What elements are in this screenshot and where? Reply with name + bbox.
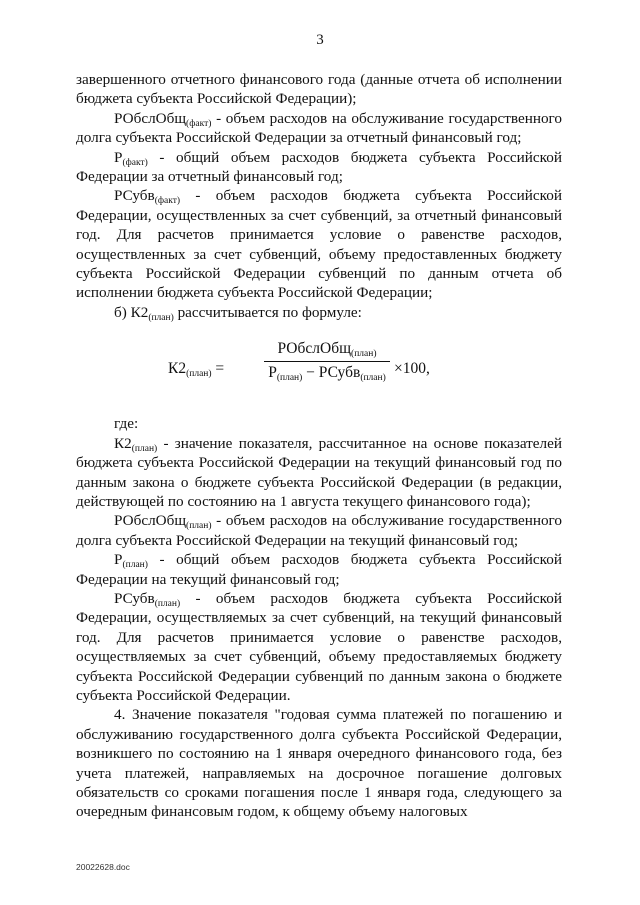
definition-text: - объем расходов на обслуживание государственного долга субъекта Российской Федерации за отчетный финансовый год; [76, 109, 562, 147]
term: Р [114, 551, 123, 569]
denominator-subscript-a: (план) [276, 372, 303, 383]
denominator-symbol-b: РСубв [318, 363, 361, 381]
term-subscript: (факт) [186, 118, 212, 129]
term-subscript: (план) [131, 443, 158, 454]
section-4-paragraph: 4. Значение показателя "годовая сумма платежей по погашению и обслуживанию государственного долга субъекта Российской Федерации, возникшего по состоянию на 1 января очередного финансового года, без учета платежей, направляемых на досрочное погашение долговых обязательств со сроками погашения после 1 января года, следующего за очередным финансовым годом, к общему объему налоговых [76, 706, 562, 821]
formula-lhs [168, 359, 224, 378]
formula-multiplier: ×100, [394, 360, 430, 378]
definition-text: - значение показателя, рассчитанное на основе показателей бюджета субъекта Российской Федерации на текущий финансовый год по данным закона о бюджете субъекта Российской Федерации (в редакции, действующей по состоянию на 1 августа текущего финансового года); [76, 434, 562, 510]
numerator-symbol: РОбслОбщ [277, 340, 352, 358]
item-prefix: б) К2 [114, 303, 149, 321]
definition-text: - объем расходов на обслуживание государственного долга субъекта Российской Федерации на текущий финансовый год; [76, 512, 562, 549]
formula-denominator [264, 362, 390, 382]
denominator-subscript-b: (план) [360, 372, 386, 383]
term-subscript: (факт) [122, 157, 148, 168]
definition-r-plan [76, 550, 562, 589]
term: РОбслОбщ [114, 109, 187, 127]
term-subscript: (план) [154, 598, 181, 609]
where-label: где: [114, 415, 139, 433]
definition-text: - общий объем расходов бюджета субъекта Российской Федерации на текущий финансовый год; [76, 551, 562, 588]
definition-robsl-plan [76, 511, 562, 550]
formula-fraction [264, 339, 390, 382]
term: РСубв [114, 187, 155, 205]
definition-k2-plan [76, 434, 562, 512]
footer-filename: 20022628.doc [76, 862, 130, 872]
paragraph-continuation: завершенного отчетного финансового года (данные отчета об исполнении бюджета субъекта Российской Федерации); [76, 71, 562, 108]
term: РОбслОбщ [114, 512, 187, 530]
definition-text: - общий объем расходов бюджета субъекта Российской Федерации за отчетный финансовый год; [76, 148, 562, 186]
formula-lhs-subscript: (план) [186, 369, 212, 380]
term-subscript: (план) [186, 521, 212, 532]
term-subscript: (факт) [154, 196, 181, 207]
definition-text: - объем расходов бюджета субъекта Российской Федерации, осуществляемых за счет субвенций, на текущий финансовый год. Для расчетов принимается условие о равенстве расходов, осуществляемых за счет субвенций, объему предоставляемых бюджету субъекта Российской Федерации субвенций по данным закона о бюджете субъекта Российской Федерации. [76, 589, 562, 704]
document-body [76, 70, 562, 822]
definition-robsl-fact [76, 109, 562, 148]
term-subscript: (план) [148, 312, 174, 323]
page-number: 3 [316, 32, 324, 48]
term: Р [114, 148, 123, 166]
definition-text: - объем расходов бюджета субъекта Российской Федерации, осуществленных за счет субвенций, за отчетный финансовый год. Для расчетов принимается условие о равенстве расходов, осуществленных за счет субвенций, объему предоставленных бюджету субъекта Российской Федерации субвенций по данным отчета об исполнении бюджета субъекта Российской Федерации; [76, 187, 562, 302]
definition-rsubv-fact [76, 186, 562, 302]
denominator-minus: − [302, 363, 319, 381]
definition-rsubv-plan [76, 589, 562, 705]
item-text: рассчитывается по формуле: [173, 303, 362, 321]
formula-numerator [264, 339, 390, 360]
formula-equals: = [215, 360, 225, 378]
item-b-intro [76, 303, 562, 322]
numerator-subscript: (план) [351, 349, 377, 360]
term-subscript: (план) [122, 560, 148, 571]
term: К2 [114, 434, 132, 452]
definition-r-fact [76, 148, 562, 187]
formula-lhs-symbol: К2 [168, 360, 187, 378]
formula-k2-plan [76, 339, 562, 399]
term: РСубв [114, 589, 155, 607]
denominator-symbol-a: Р [268, 363, 277, 381]
